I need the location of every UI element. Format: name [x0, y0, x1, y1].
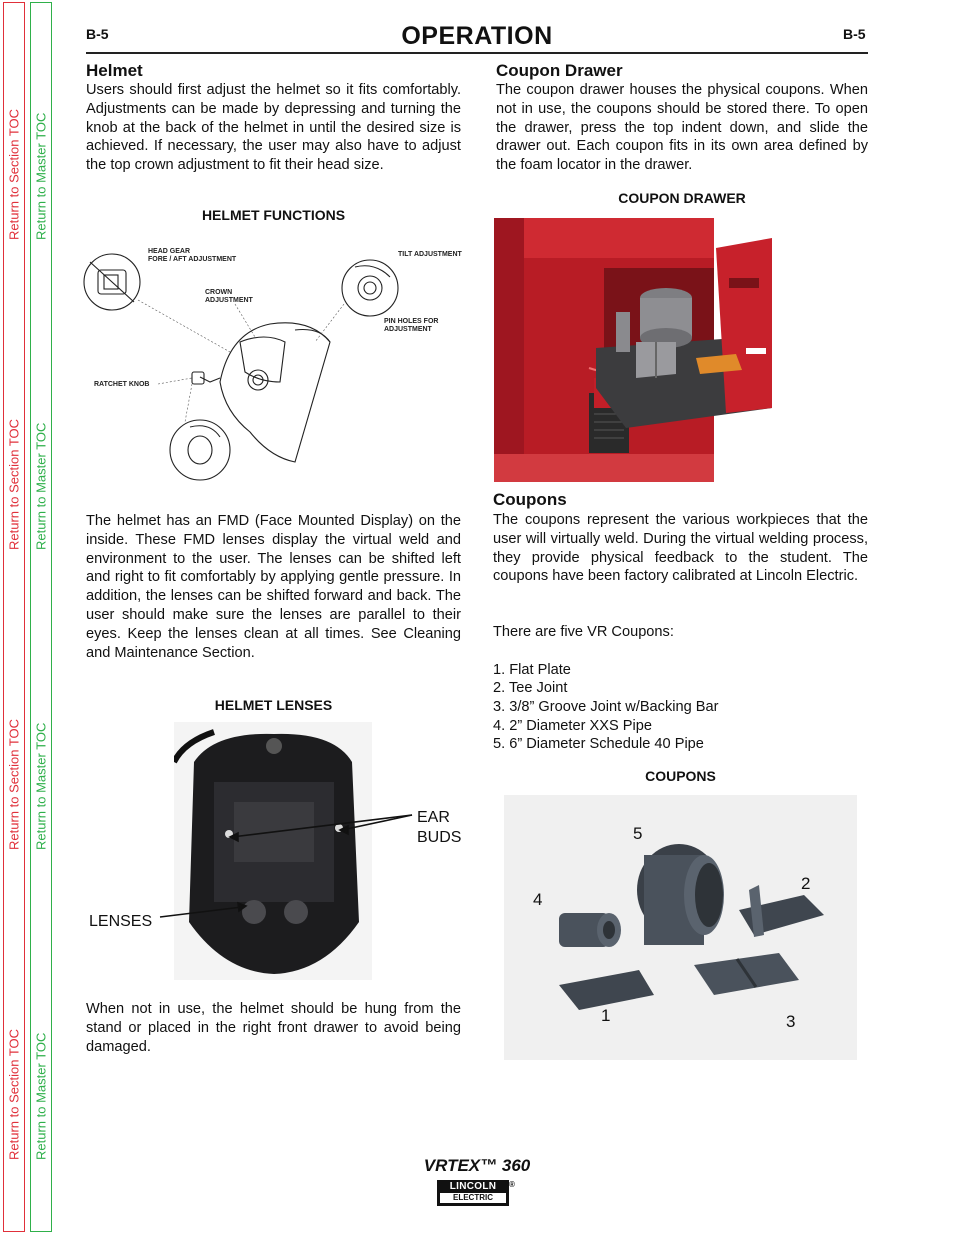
return-to-master-toc-link-1[interactable]: Return to Master TOC [33, 112, 49, 240]
return-to-section-toc-link-1[interactable]: Return to Section TOC [6, 108, 22, 240]
return-to-master-toc-link-3[interactable]: Return to Master TOC [33, 722, 49, 850]
coupon-drawer-text: The coupon drawer houses the physical coupons. When not in use, the coupons should be stored there. To open the drawer, press the top indent down, and slide the drawer out. Each coupon fits in its own area defined by the foam locator in the drawer. [496, 82, 868, 174]
coupon-list-item-5: 5. 6” Diameter Schedule 40 Pipe [493, 736, 704, 752]
label-ear-buds: EAR BUDS [417, 809, 462, 846]
page-title: OPERATION [401, 22, 553, 50]
header-rule [86, 52, 868, 54]
logo-top-text: LINCOLN [438, 1181, 508, 1193]
coupon-list-item-1: 1. Flat Plate [493, 662, 571, 678]
coupon-photo-number-5: 5 [633, 824, 643, 843]
helmet-storage-text: When not in use, the helmet should be hung from the stand or placed in the right front drawer to avoid being damaged. [86, 1001, 461, 1055]
helmet-heading: Helmet [86, 61, 143, 80]
label-head-gear: HEAD GEAR FORE / AFT ADJUSTMENT [148, 248, 237, 263]
coupons-text: The coupons represent the various workpieces that the user will virtually weld. During the virtual welding process, they provide physical feedback to the student. The coupons have been factory calibrated at Lincoln Electric. [493, 512, 868, 585]
coupon-list-item-3: 3. 3/8” Groove Joint w/Backing Bar [493, 699, 719, 715]
helmet-text: Users should first adjust the helmet so it fits comfortably. Adjustments can be made by depressing and turning the knob at the back of the helmet in until the desired size is achieved. If necessary, the user may also have to adjust the top crown adjustment to fit their head size. [86, 82, 461, 174]
coupon-photo-number-2: 2 [801, 874, 811, 893]
coupon-photo-number-3: 3 [786, 1012, 796, 1031]
label-tilt-adjustment: TILT ADJUSTMENT [398, 251, 462, 258]
coupon-drawer-tray [596, 238, 772, 428]
coupons-caption: COUPONS [645, 768, 716, 784]
coupon-list-item-4: 4. 2” Diameter XXS Pipe [493, 718, 652, 734]
coupon-drawer-caption: COUPON DRAWER [618, 190, 746, 206]
coupon-photo-number-4: 4 [533, 890, 543, 909]
logo-bottom-text: ELECTRIC [440, 1193, 506, 1203]
lincoln-electric-logo [437, 1180, 509, 1206]
return-to-section-toc-link-3[interactable]: Return to Section TOC [6, 718, 22, 850]
label-ratchet-knob: RATCHET KNOB [94, 381, 150, 388]
label-lenses: LENSES [89, 913, 153, 930]
return-to-master-toc-link-4[interactable]: Return to Master TOC [33, 1032, 49, 1160]
helmet-lenses-caption: HELMET LENSES [214, 697, 333, 713]
return-to-section-toc-link-2[interactable]: Return to Section TOC [6, 418, 22, 550]
return-to-master-toc-link-2[interactable]: Return to Master TOC [33, 422, 49, 550]
fmd-text: The helmet has an FMD (Face Mounted Display) on the inside. These FMD lenses display the virtual weld and environment to the user. The lenses can be shifted left and right to fit comfortably by applying gentle pressure. In addition, the lenses can be shifted forward and back. The user should make sure the lenses are parallel to their eyes. Keep the lenses clean at all times. See Cleaning and Maintenance Section. [86, 513, 461, 661]
coupons-intro: There are five VR Coupons: [493, 624, 674, 640]
return-to-section-toc-link-4[interactable]: Return to Section TOC [6, 1028, 22, 1160]
helmet-functions-drawing [80, 232, 470, 492]
product-name: VRTEX™ 360 [423, 1156, 531, 1175]
page-code-left: B-5 [86, 26, 109, 42]
label-crown-adjustment: CROWN ADJUSTMENT [205, 289, 253, 304]
coupon-list-item-2: 2. Tee Joint [493, 680, 568, 696]
coupons-photo [504, 795, 857, 1060]
helmet-lenses-callouts [150, 800, 420, 930]
logo-registered-mark: ® [509, 1180, 515, 1189]
helmet-functions-caption: HELMET FUNCTIONS [201, 207, 346, 223]
label-pin-holes: PIN HOLES FOR ADJUSTMENT [384, 318, 439, 333]
page-code-right: B-5 [843, 26, 866, 42]
coupon-photo-number-1: 1 [601, 1006, 611, 1025]
coupon-drawer-heading: Coupon Drawer [496, 61, 623, 80]
coupons-heading: Coupons [493, 490, 567, 509]
